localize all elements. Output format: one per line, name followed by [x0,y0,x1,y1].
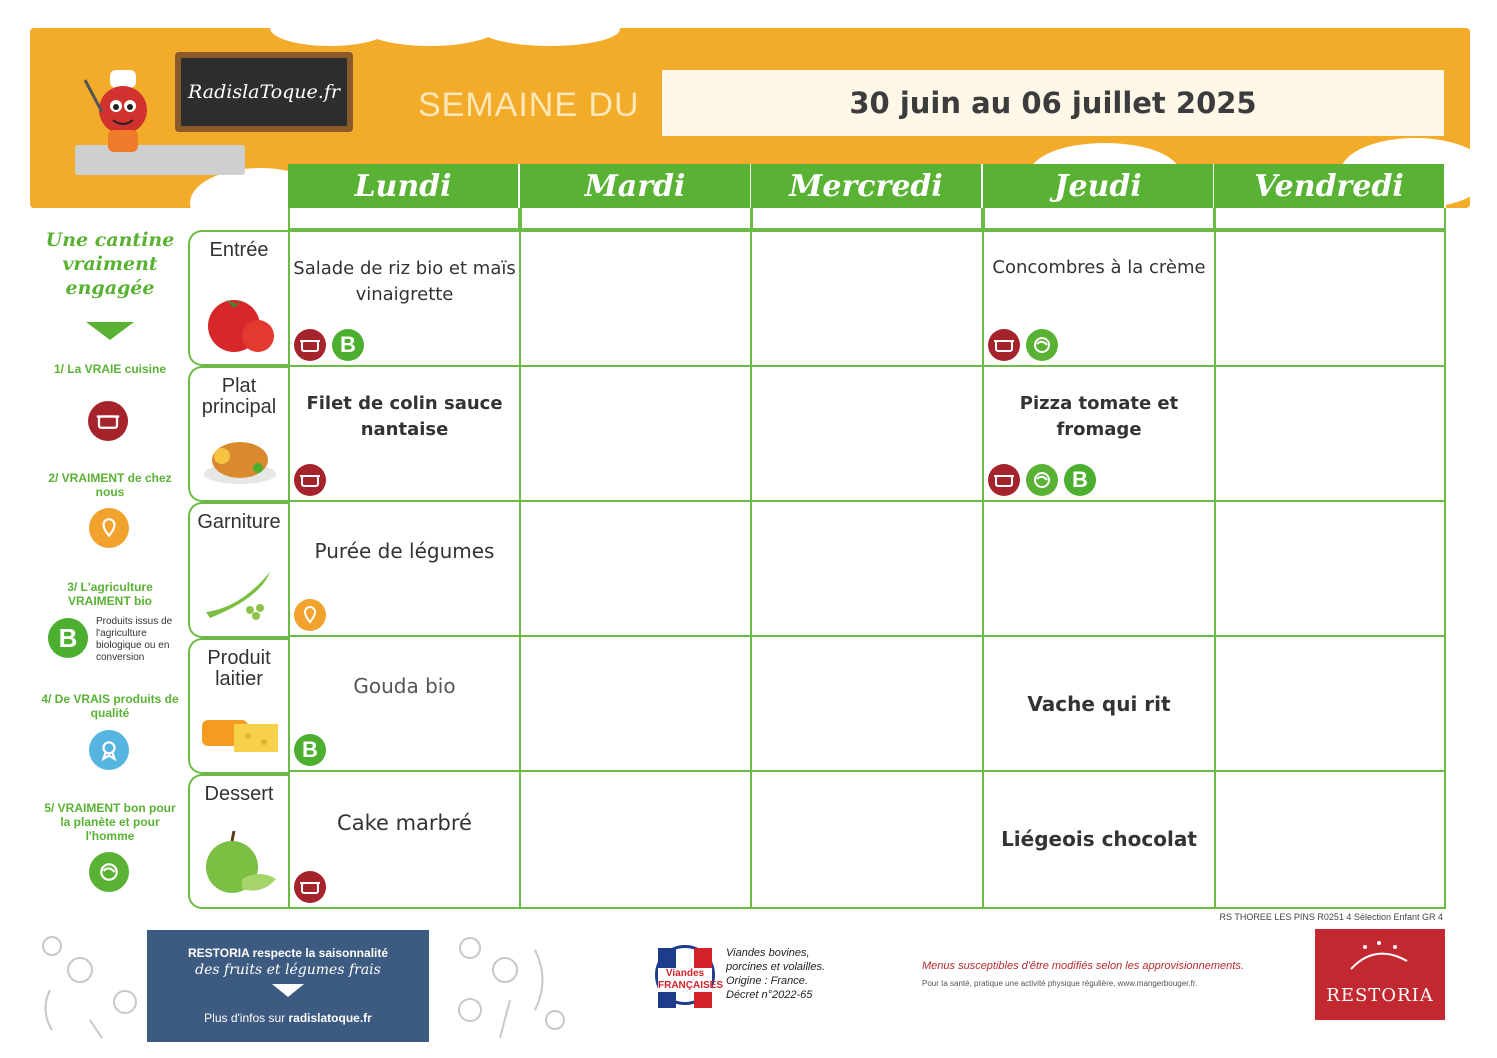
day-subheader [983,208,1215,230]
restoria-emblem-icon [1345,939,1415,977]
dish-name: Purée de légumes [314,539,495,563]
organic-b-icon [294,734,326,766]
menu-cell-jeudi-garniture [982,500,1216,637]
dish-name: Filet de colin sauce nantaise [306,393,503,440]
organic-b-icon [332,329,364,361]
roast-chicken-icon [200,422,280,492]
meat-origin-line: porcines et volailles. [726,961,826,973]
menu-cell-vendredi-dessert [1214,770,1446,909]
menu-cell-lundi-laitier [288,635,521,772]
more-info-link[interactable]: radislatoque.fr [288,1011,372,1025]
pillar-label: 2/ VRAIMENT de chez nous [48,471,172,499]
brand-chalkboard [175,52,353,132]
organic-b-icon [48,618,88,658]
dish-name: Liégeois chocolat [1001,827,1197,851]
day-label: Mardi [584,168,686,204]
day-header-vendredi [1214,164,1446,208]
homemade-pot-icon [988,464,1020,496]
homemade-pot-icon [988,329,1020,361]
menu-reference: RS THOREE LES PINS R0251 4 Sélection Enfant GR 4 [1219,912,1443,922]
restoria-logo [1315,929,1445,1020]
pillar-label: 1/ La VRAIE cuisine [53,362,167,376]
homemade-pot-icon [88,401,128,441]
organic-letter: B [1072,467,1088,492]
apple-icon [200,829,280,899]
pillar-label: 5/ VRAIMENT bon pour la planète et pour l'homme [44,801,176,843]
chef-radish-icon [80,70,175,160]
category-laitier [188,638,288,774]
category-label: Garniture [197,511,281,533]
organic-letter: B [340,332,356,357]
category-label: Plat principal [201,375,277,418]
organic-letter: B [58,622,78,653]
category-garniture [188,502,288,638]
viandes-francaises-logo [655,945,724,1005]
menu-cell-mercredi-garniture [750,500,984,637]
dish-name: Gouda bio [353,674,456,698]
seasonality-line1: RESTORIA respecte la saisonnalité [187,946,389,960]
seasonality-banner [147,930,429,1042]
quality-medal-icon [89,730,129,770]
organic-note: Produits issus de l'agriculture biologique ou en conversion [96,616,173,663]
menu-cell-jeudi-plat [982,365,1216,502]
dish-name: Salade de riz bio et maïs vinaigrette [293,258,516,305]
dish-name: Vache qui rit [1027,692,1171,716]
cloud-decoration [360,6,500,46]
menu-cell-mercredi-laitier [750,635,984,772]
day-label: Lundi [354,168,452,204]
dish-badges [294,734,326,766]
category-entree [188,230,288,366]
tomato-icon [200,286,280,356]
organic-letter: B [302,737,318,762]
pillar-label: 3/ L'agriculture VRAIMENT bio [67,580,153,608]
meat-origin-line: Décret n°2022-65 [726,989,813,1001]
dish-name: Pizza tomate et fromage [1019,393,1179,440]
date-range: 30 juin au 06 juillet 2025 [849,86,1257,120]
eco-planet-icon [1026,329,1058,361]
restoria-logo-text: RESTORIA [1326,985,1434,1006]
menu-cell-vendredi-laitier [1214,635,1446,772]
viandes-logo-text: Viandes FRANÇAISES [658,968,724,991]
dish-name: Cake marbré [337,811,472,835]
meat-origin-line: Viandes bovines, [726,947,810,959]
date-range-box [662,70,1444,136]
menu-cell-jeudi-laitier [982,635,1216,772]
day-headers [288,164,1446,230]
meat-origin-text [726,946,825,1002]
local-pin-icon [294,599,326,631]
dish-badges [988,329,1058,361]
day-subheader [751,208,983,230]
menu-cell-vendredi-garniture [1214,500,1446,637]
menu-cell-mardi-plat [519,365,752,502]
dish-name: Concombres à la crème [992,257,1206,278]
menu-cell-mercredi-entree [750,230,984,367]
menu-cell-jeudi-entree [982,230,1216,367]
meat-origin-line: Origine : France. [726,975,808,987]
seasonality-line2: des fruits et légumes frais [195,962,381,978]
dish-badges [294,329,364,361]
menu-cell-mercredi-plat [750,365,984,502]
dish-badges [294,599,326,631]
menu-cell-mercredi-dessert [750,770,984,909]
day-header-mardi [520,164,752,208]
week-label: SEMAINE DU [418,86,640,124]
peas-icon [200,558,280,628]
menu-cell-lundi-garniture [288,500,521,637]
local-pin-icon [89,508,129,548]
organic-b-icon [1064,464,1096,496]
category-label: Produit laitier [207,647,271,690]
eco-planet-icon [89,852,129,892]
homemade-pot-icon [294,464,326,496]
eco-planet-icon [1026,464,1058,496]
health-notice: Pour ta santé, pratique une activité physique régulière, www.mangerbouger.fr. [922,979,1198,988]
menu-grid [288,230,1446,909]
pillar-label: 4/ De VRAIS produits de qualité [41,692,179,720]
menu-cell-jeudi-dessert [982,770,1216,909]
day-label: Vendredi [1254,168,1404,204]
dish-badges [294,464,326,496]
menu-change-notice: Menus susceptibles d'être modifiés selon les approvisionnements. [922,960,1244,972]
menu-cell-lundi-plat [288,365,521,502]
more-info-prefix: Plus d'infos sur [204,1011,289,1025]
category-dessert [188,774,288,909]
menu-cell-mardi-laitier [519,635,752,772]
menu-cell-mardi-dessert [519,770,752,909]
dish-badges [988,464,1096,496]
day-header-mercredi [751,164,983,208]
menu-cell-lundi-dessert [288,770,521,909]
homemade-pot-icon [294,871,326,903]
homemade-pot-icon [294,329,326,361]
menu-cell-mardi-entree [519,230,752,367]
dish-badges [294,871,326,903]
category-plat [188,366,288,502]
category-label: Entrée [209,239,269,261]
down-arrow-icon [272,984,304,997]
day-header-lundi [288,164,520,208]
cheese-icon [200,694,280,764]
day-subheader [520,208,752,230]
menu-cell-vendredi-plat [1214,365,1446,502]
day-header-jeudi [983,164,1215,208]
down-arrow-icon [86,322,134,340]
day-subheader [288,208,520,230]
brand-name: RadislaToque.fr [188,81,340,103]
cloud-decoration [480,12,620,46]
day-label: Jeudi [1054,168,1142,204]
day-label: Mercredi [789,168,943,204]
category-label: Dessert [204,783,274,805]
menu-cell-lundi-entree [288,230,521,367]
day-subheader [1214,208,1446,230]
menu-cell-vendredi-entree [1214,230,1446,367]
menu-cell-mardi-garniture [519,500,752,637]
more-info-line [147,1011,429,1025]
left-panel-title: Une cantine vraiment engagée [45,229,175,299]
